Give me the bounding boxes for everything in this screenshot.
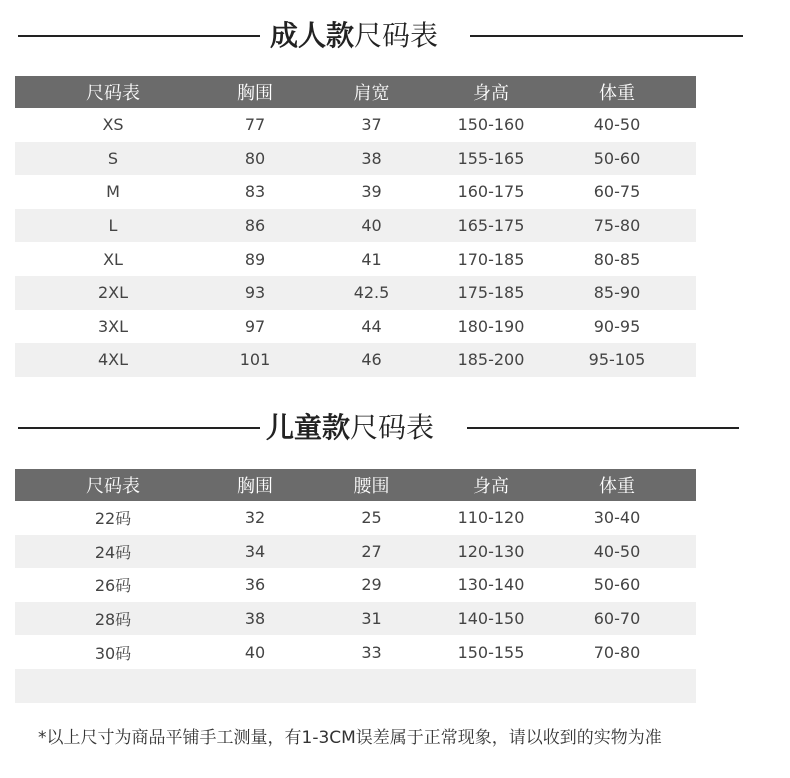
adult-size-table	[15, 76, 696, 377]
table-cell: 185-200	[444, 343, 538, 377]
header-cell: 体重	[538, 469, 696, 501]
table-cell: 2XL	[15, 276, 211, 310]
adult-title	[270, 16, 438, 56]
header-cell: 身高	[444, 469, 538, 501]
table-cell: 89	[244, 249, 266, 269]
table-cell: 30-40	[593, 508, 641, 528]
table-cell: M	[106, 182, 120, 202]
table-cell	[211, 669, 299, 703]
table-cell: 29	[361, 575, 382, 595]
table-cell: 37	[361, 115, 382, 135]
adult-title-bold: 成人款	[270, 19, 355, 52]
table-cell: 140-150	[444, 602, 538, 636]
kids-section-title	[0, 408, 790, 448]
table-cell: XL	[103, 249, 123, 269]
table-cell: 42.5	[299, 276, 444, 310]
table-cell	[299, 669, 444, 703]
kids-title-normal: 尺码表	[350, 411, 435, 444]
table-cell: 3XL	[97, 316, 129, 336]
table-cell: 75-80	[538, 209, 696, 243]
table-cell: 22码	[94, 509, 132, 529]
table-cell: 150-155	[457, 642, 525, 662]
table-row	[15, 310, 696, 344]
table-row	[15, 535, 696, 569]
kids-title-bold: 儿童款	[266, 411, 351, 444]
table-cell: 80-85	[593, 249, 641, 269]
table-cell: 175-185	[444, 276, 538, 310]
table-cell: 39	[361, 182, 382, 202]
table-cell: 95-105	[538, 343, 696, 377]
footnote: *以上尺寸为商品平铺手工测量，有1-3CM误差属于正常现象，请以收到的实物为准	[38, 728, 662, 748]
table-cell: 160-175	[457, 182, 525, 202]
adult-title-normal: 尺码表	[354, 19, 439, 52]
table-cell: 44	[361, 316, 382, 336]
table-cell: 120-130	[444, 535, 538, 569]
table-cell: 170-185	[457, 249, 525, 269]
table-cell: 40-50	[593, 115, 641, 135]
table-cell: 46	[299, 343, 444, 377]
header-cell: 尺码表	[15, 76, 211, 108]
title-line-right	[467, 427, 739, 429]
table-cell: S	[15, 142, 211, 176]
table-header-row	[15, 76, 696, 108]
table-cell: 41	[361, 249, 382, 269]
table-cell: 60-70	[538, 602, 696, 636]
table-cell: 24码	[15, 535, 211, 569]
table-cell: 30码	[94, 643, 132, 663]
table-cell: 50-60	[593, 575, 641, 595]
table-cell: 130-140	[457, 575, 525, 595]
table-cell: 83	[244, 182, 266, 202]
table-cell: 70-80	[593, 642, 641, 662]
table-cell	[444, 669, 538, 703]
table-cell: 77	[244, 115, 266, 135]
table-cell	[15, 669, 211, 703]
table-cell: 4XL	[15, 343, 211, 377]
table-cell: 36	[244, 575, 266, 595]
header-cell: 体重	[538, 76, 696, 108]
table-cell: 97	[244, 316, 266, 336]
kids-size-table	[15, 469, 696, 703]
table-row	[15, 602, 696, 636]
table-cell: 26码	[94, 576, 132, 596]
table-row	[15, 209, 696, 243]
table-cell: 93	[211, 276, 299, 310]
kids-title	[266, 408, 434, 448]
table-cell: 40	[299, 209, 444, 243]
table-cell: 34	[211, 535, 299, 569]
table-cell: 60-75	[593, 182, 641, 202]
table-cell: 86	[211, 209, 299, 243]
table-cell: 101	[211, 343, 299, 377]
header-cell: 胸围	[211, 76, 299, 108]
header-cell: 腰围	[299, 469, 444, 501]
table-cell: 150-160	[457, 115, 525, 135]
table-cell: 38	[211, 602, 299, 636]
table-cell: 38	[299, 142, 444, 176]
table-row	[15, 276, 696, 310]
table-cell: 155-165	[444, 142, 538, 176]
table-cell: 110-120	[457, 508, 525, 528]
table-cell: 50-60	[538, 142, 696, 176]
table-cell: 31	[299, 602, 444, 636]
table-cell: 27	[299, 535, 444, 569]
table-cell: 40	[244, 642, 266, 662]
table-cell: 28码	[15, 602, 211, 636]
table-cell: 25	[361, 508, 382, 528]
table-cell: XS	[102, 115, 124, 135]
table-row	[15, 175, 696, 209]
table-row	[15, 108, 696, 142]
title-line-right	[470, 35, 743, 37]
table-row	[15, 242, 696, 276]
table-cell: 165-175	[444, 209, 538, 243]
table-row	[15, 501, 696, 535]
header-cell: 肩宽	[299, 76, 444, 108]
adult-section-title	[0, 16, 790, 56]
header-cell: 身高	[444, 76, 538, 108]
table-cell: 90-95	[593, 316, 641, 336]
table-cell	[538, 669, 696, 703]
title-line-left	[18, 35, 260, 37]
header-cell: 尺码表	[15, 469, 211, 501]
table-row	[15, 669, 696, 703]
table-row	[15, 343, 696, 377]
table-cell: 85-90	[538, 276, 696, 310]
table-cell: 32	[244, 508, 266, 528]
table-cell: 180-190	[457, 316, 525, 336]
table-row	[15, 142, 696, 176]
table-cell: 40-50	[538, 535, 696, 569]
table-cell: 33	[361, 642, 382, 662]
table-cell: 80	[211, 142, 299, 176]
header-cell: 胸围	[211, 469, 299, 501]
title-line-left	[18, 427, 260, 429]
table-header-row	[15, 469, 696, 501]
table-row	[15, 635, 696, 669]
table-row	[15, 568, 696, 602]
table-cell: L	[15, 209, 211, 243]
